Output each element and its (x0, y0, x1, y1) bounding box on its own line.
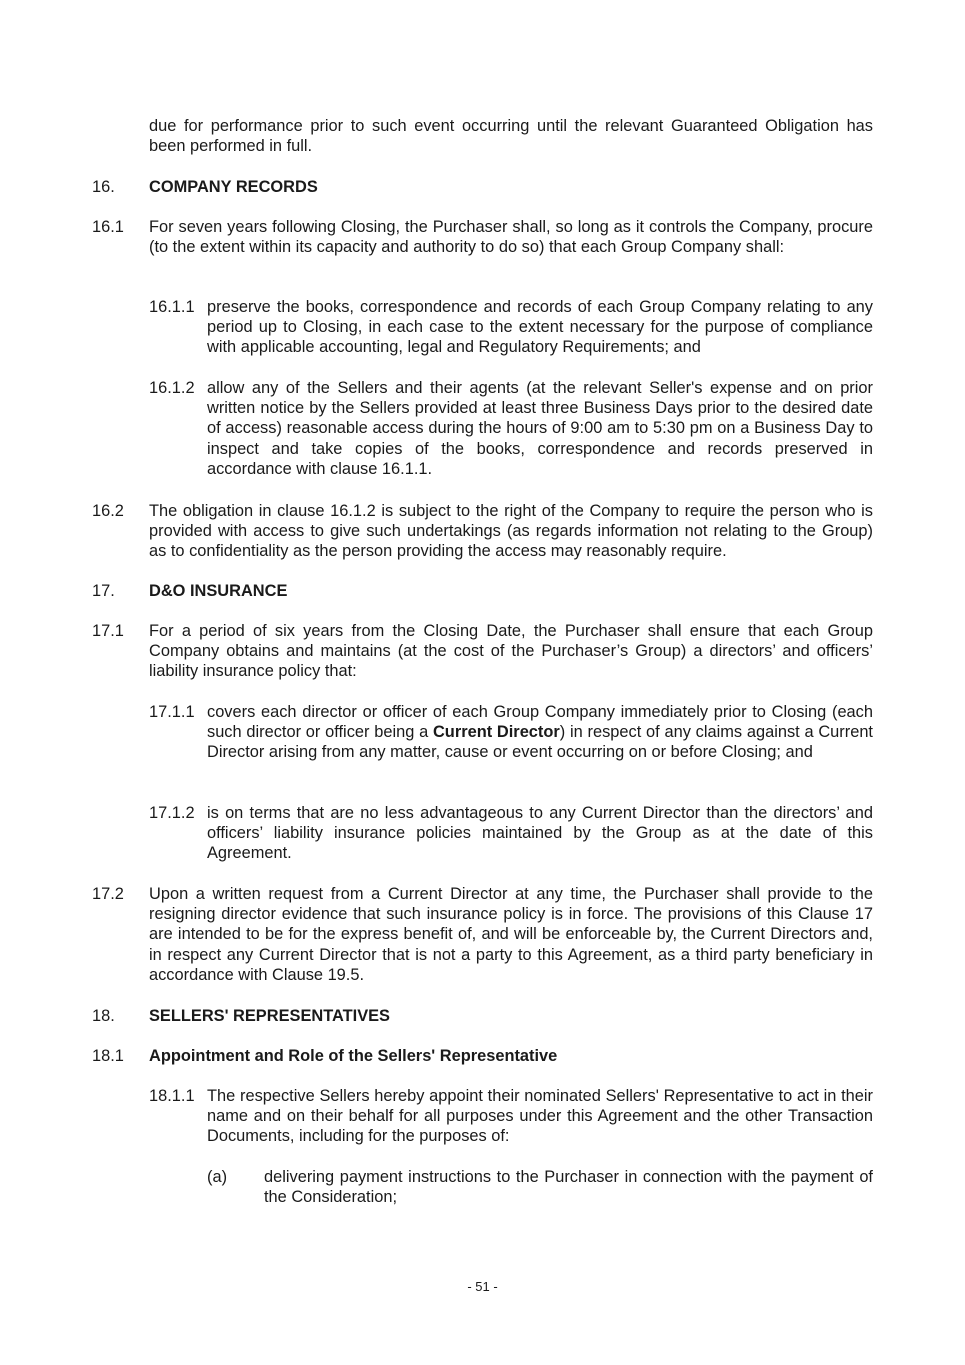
clause-number: 18.1 (92, 1047, 124, 1065)
subclause-text: The respective Sellers hereby appoint their nominated Sellers' Representative to act in their name and on their behalf for all purposes under this Agreement and the other Transaction Documents, including for the purposes of: (207, 1087, 873, 1146)
list-item-label: (a) (207, 1168, 228, 1186)
clause-number: 16.2 (92, 502, 124, 520)
section-title: COMPANY RECORDS (149, 178, 318, 196)
subclause-number: 17.1.2 (149, 804, 195, 822)
clause-heading: Appointment and Role of the Sellers' Representative (149, 1047, 558, 1065)
clause-number: 17.2 (92, 885, 124, 903)
clause-text: For seven years following Closing, the Purchaser shall, so long as it controls the Company, procure (to the extent within its capacity and authority to do so) that each Group Company shall: (149, 218, 873, 257)
subclause-number: 17.1.1 (149, 703, 195, 721)
clause-text: Upon a written request from a Current Director at any time, the Purchaser shall provide to the resigning director evidence that such insurance policy is in force. The provisions of this Clause 17 are intended to be for the express benefit of, and will be enforceable by, the Current Directors and, in respect any Current Director that is not a party to this Agreement, as a third party beneficiary in accordance with Clause 19.5. (149, 885, 873, 984)
subclause-text (207, 702, 873, 763)
clause-number: 16.1 (92, 218, 124, 236)
subclause-text: allow any of the Sellers and their agents (at the relevant Seller's expense and on prior written notice by the Sellers provided at least three Business Days prior to the desired date of access) reasonable access during the hours of 9:00 am to 5:30 pm on a Business Day to inspect and take copies of the books, correspondence and records preserved in accordance with clause 16.1.1. (207, 379, 873, 478)
clause-number: 17.1 (92, 622, 124, 640)
subclause-text-after: ) in respect of any claims against a Current Director arising from any matter, cause or event occurring on or before Closing; and (207, 723, 873, 762)
section-title: SELLERS' REPRESENTATIVES (149, 1007, 390, 1025)
defined-term: Current Director (432, 723, 560, 742)
list-item-text: delivering payment instructions to the Purchaser in connection with the payment of the Consideration; (264, 1168, 873, 1207)
page-number: - 51 - (467, 1279, 498, 1294)
subclause-number: 16.1.2 (149, 379, 195, 397)
intro-continuation-text: due for performance prior to such event occurring until the relevant Guaranteed Obligation has been performed in full. (149, 117, 873, 156)
subclause-text: is on terms that are no less advantageous to any Current Director than the directors’ and officers’ liability insurance policies maintained by the Group as at the date of this Agreement. (207, 804, 873, 863)
section-title: D&O INSURANCE (149, 582, 288, 600)
subclause-number: 16.1.1 (149, 298, 195, 316)
clause-text: The obligation in clause 16.1.2 is subject to the right of the Company to require the person who is provided with access to give such undertakings (as regards information not relating to the Group) as to confidentiality as the person providing the access may reasonably require. (149, 502, 873, 561)
subclause-text: preserve the books, correspondence and records of each Group Company relating to any period up to Closing, in each case to the extent necessary for the purpose of compliance with applicable accounting, legal and Regulatory Requirements; and (207, 298, 873, 357)
subclause-number: 18.1.1 (149, 1087, 195, 1105)
section-number: 17. (92, 582, 115, 600)
section-number: 18. (92, 1007, 115, 1025)
clause-text: For a period of six years from the Closing Date, the Purchaser shall ensure that each Group Company obtains and maintains (at the cost of the Purchaser’s Group) a directors’ and officers’ liability insurance policy that: (149, 622, 873, 681)
subclause-text-before: covers each director or officer of each Group Company immediately prior to Closing (each such director or officer being a (207, 703, 873, 742)
section-number: 16. (92, 178, 115, 196)
